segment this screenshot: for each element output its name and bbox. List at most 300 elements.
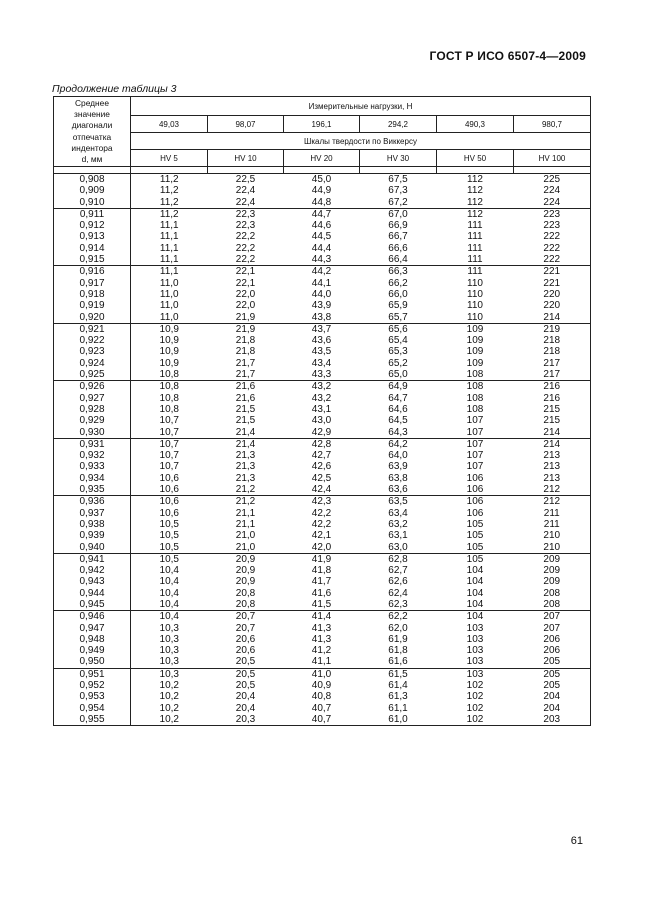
cell-value: 0,940 <box>79 541 105 553</box>
cell-value: 63,4 <box>388 507 408 519</box>
cell-value: 40,9 <box>311 680 332 692</box>
cell-value: 220 <box>543 288 561 300</box>
hardness-cell <box>437 496 514 553</box>
spacer-cell <box>514 167 591 174</box>
hardness-cell <box>437 323 514 380</box>
cell-value: 103 <box>466 645 484 657</box>
cell-value: 40,8 <box>311 691 332 703</box>
cell-value: 21,5 <box>235 415 256 427</box>
cell-value: 61,8 <box>388 645 408 657</box>
cell-value: 0,944 <box>79 587 105 599</box>
cell-value: 62,4 <box>388 587 408 599</box>
cell-value: 0,931 <box>79 438 105 450</box>
cell-value: 0,911 <box>79 208 105 220</box>
hardness-cell <box>514 553 591 610</box>
hardness-cell <box>437 174 514 209</box>
cell-value: 43,5 <box>311 346 332 358</box>
cell-value: 0,955 <box>79 713 105 725</box>
cell-value: 223 <box>543 208 561 220</box>
cell-value: 67,0 <box>388 208 408 220</box>
hardness-cell <box>437 208 514 265</box>
cell-value: 64,7 <box>388 392 408 404</box>
hardness-cell <box>514 266 591 323</box>
load-header-cell: 196,1 <box>284 116 360 133</box>
cell-value: 11,1 <box>159 231 179 243</box>
cell-value: 10,9 <box>159 357 179 369</box>
cell-value: 0,915 <box>79 254 105 266</box>
cell-value: 20,9 <box>235 565 256 577</box>
cell-value: 111 <box>467 220 483 232</box>
cell-value: 10,7 <box>159 426 179 438</box>
cell-value: 215 <box>543 403 561 415</box>
cell-value: 0,932 <box>79 450 105 462</box>
cell-value: 112 <box>467 208 483 220</box>
cell-value: 42,0 <box>311 541 332 553</box>
cell-value: 10,8 <box>159 392 179 404</box>
cell-value: 22,4 <box>235 185 256 197</box>
cell-value: 221 <box>543 266 561 278</box>
cell-value: 214 <box>543 311 561 323</box>
diagonal-cell <box>54 266 131 323</box>
hardness-cell <box>208 438 284 495</box>
cell-value: 0,934 <box>79 472 105 484</box>
cell-value: 222 <box>543 242 561 254</box>
cell-value: 63,8 <box>388 472 408 484</box>
cell-value: 0,954 <box>79 702 105 714</box>
cell-value: 41,2 <box>311 645 332 657</box>
cell-value: 10,4 <box>159 611 179 623</box>
cell-value: 102 <box>466 691 484 703</box>
cell-value: 41,9 <box>311 553 332 565</box>
cell-value: 44,1 <box>311 277 332 289</box>
cell-value: 0,910 <box>79 196 105 208</box>
cell-value: 11,1 <box>159 254 179 266</box>
cell-value: 0,916 <box>79 266 105 278</box>
cell-value: 225 <box>543 174 561 185</box>
cell-value: 0,949 <box>79 645 105 657</box>
cell-value: 41,7 <box>311 576 332 588</box>
hardness-cell <box>360 438 437 495</box>
cell-value: 209 <box>543 553 561 565</box>
cell-value: 0,953 <box>79 691 105 703</box>
cell-value: 43,3 <box>311 369 332 381</box>
cell-value: 41,4 <box>311 611 332 623</box>
table-row-group <box>54 323 591 380</box>
cell-value: 62,8 <box>388 553 408 565</box>
cell-value: 10,6 <box>159 484 179 496</box>
cell-value: 44,9 <box>311 185 332 197</box>
cell-value: 61,0 <box>388 713 408 725</box>
hardness-cell <box>284 174 360 209</box>
cell-value: 11,0 <box>159 277 179 289</box>
hardness-cell <box>208 174 284 209</box>
table-row-group <box>54 553 591 610</box>
cell-value: 66,2 <box>388 277 408 289</box>
cell-value: 10,5 <box>159 553 179 565</box>
cell-value: 40,7 <box>311 702 332 714</box>
cell-value: 21,5 <box>235 403 256 415</box>
cell-value: 61,3 <box>388 691 408 703</box>
cell-value: 20,9 <box>235 553 256 565</box>
cell-value: 62,3 <box>388 598 408 610</box>
cell-value: 210 <box>543 541 561 553</box>
cell-value: 42,2 <box>311 507 332 519</box>
cell-value: 66,9 <box>388 220 408 232</box>
table-row-group <box>54 611 591 668</box>
cell-value: 20,3 <box>235 713 256 725</box>
cell-value: 0,926 <box>79 381 105 393</box>
cell-value: 109 <box>466 357 484 369</box>
hardness-cell <box>131 611 208 668</box>
hardness-cell <box>437 438 514 495</box>
hardness-cell <box>131 381 208 438</box>
table-row-group <box>54 496 591 553</box>
cell-value: 108 <box>466 392 484 404</box>
cell-value: 206 <box>543 633 561 645</box>
row-head-line: индентора <box>71 142 113 153</box>
cell-value: 10,2 <box>159 691 179 703</box>
cell-value: 11,2 <box>159 196 179 208</box>
load-header-cell: 980,7 <box>514 116 591 133</box>
cell-value: 107 <box>466 415 484 427</box>
table-body <box>54 167 591 726</box>
cell-value: 10,5 <box>159 518 179 530</box>
cell-value: 104 <box>466 576 484 588</box>
cell-value: 42,2 <box>311 518 332 530</box>
cell-value: 0,952 <box>79 680 105 692</box>
cell-value: 43,0 <box>311 415 332 427</box>
cell-value: 20,6 <box>235 633 256 645</box>
cell-value: 61,6 <box>388 656 408 668</box>
hardness-cell <box>360 381 437 438</box>
cell-value: 205 <box>543 680 561 692</box>
spacer-cell <box>131 167 208 174</box>
cell-value: 222 <box>543 254 561 266</box>
cell-value: 20,5 <box>235 656 256 668</box>
diagonal-cell <box>54 668 131 725</box>
cell-value: 204 <box>543 691 561 703</box>
hardness-cell <box>437 381 514 438</box>
spacer-cell <box>208 167 284 174</box>
cell-value: 10,7 <box>159 415 179 427</box>
cell-value: 212 <box>543 484 561 496</box>
cell-value: 11,2 <box>159 174 179 185</box>
cell-value: 0,943 <box>79 576 105 588</box>
cell-value: 10,7 <box>159 461 179 473</box>
cell-value: 22,0 <box>235 288 256 300</box>
cell-value: 109 <box>466 323 484 335</box>
cell-value: 21,6 <box>235 392 256 404</box>
cell-value: 0,909 <box>79 185 105 197</box>
cell-value: 42,6 <box>311 461 332 473</box>
hardness-cell <box>514 668 591 725</box>
hardness-cell <box>284 611 360 668</box>
cell-value: 10,4 <box>159 565 179 577</box>
cell-value: 10,9 <box>159 323 179 335</box>
scale-header-cell: HV 5 <box>131 150 208 167</box>
cell-value: 44,6 <box>311 220 332 232</box>
cell-value: 107 <box>466 438 484 450</box>
table-row-group <box>54 266 591 323</box>
cell-value: 20,7 <box>235 611 256 623</box>
cell-value: 64,3 <box>388 426 408 438</box>
cell-value: 104 <box>466 611 484 623</box>
cell-value: 0,918 <box>79 288 105 300</box>
hardness-cell <box>284 323 360 380</box>
cell-value: 63,9 <box>388 461 408 473</box>
cell-value: 216 <box>543 381 561 393</box>
cell-value: 208 <box>543 598 561 610</box>
cell-value: 11,0 <box>159 311 179 323</box>
cell-value: 40,7 <box>311 713 332 725</box>
cell-value: 21,7 <box>235 369 256 381</box>
cell-value: 44,3 <box>311 254 332 266</box>
cell-value: 0,947 <box>79 622 105 634</box>
diagonal-cell <box>54 381 131 438</box>
cell-value: 11,2 <box>159 185 179 197</box>
cell-value: 63,6 <box>388 484 408 496</box>
cell-value: 0,935 <box>79 484 105 496</box>
cell-value: 21,3 <box>235 472 256 484</box>
cell-value: 107 <box>466 461 484 473</box>
hardness-cell <box>131 553 208 610</box>
cell-value: 220 <box>543 300 561 312</box>
cell-value: 111 <box>467 254 483 266</box>
cell-value: 112 <box>467 196 483 208</box>
cell-value: 22,0 <box>235 300 256 312</box>
scale-header-cell: HV 20 <box>284 150 360 167</box>
cell-value: 20,4 <box>235 702 256 714</box>
hardness-cell <box>284 266 360 323</box>
diagonal-cell <box>54 496 131 553</box>
cell-value: 21,8 <box>235 346 256 358</box>
cell-value: 43,9 <box>311 300 332 312</box>
cell-value: 0,946 <box>79 611 105 623</box>
table-row-group <box>54 438 591 495</box>
cell-value: 0,936 <box>79 496 105 508</box>
hardness-cell <box>437 611 514 668</box>
cell-value: 10,5 <box>159 530 179 542</box>
cell-value: 108 <box>466 369 484 381</box>
cell-value: 214 <box>543 438 561 450</box>
cell-value: 102 <box>466 702 484 714</box>
diagonal-cell <box>54 438 131 495</box>
cell-value: 22,2 <box>235 254 256 266</box>
scale-header-cell: HV 30 <box>360 150 437 167</box>
cell-value: 10,2 <box>159 713 179 725</box>
cell-value: 65,0 <box>388 369 408 381</box>
cell-value: 111 <box>467 231 483 243</box>
cell-value: 61,9 <box>388 633 408 645</box>
cell-value: 10,7 <box>159 438 179 450</box>
cell-value: 21,4 <box>235 438 256 450</box>
row-head-cell <box>54 97 131 167</box>
cell-value: 21,7 <box>235 357 256 369</box>
cell-value: 41,1 <box>311 656 332 668</box>
cell-value: 41,3 <box>311 622 332 634</box>
hardness-cell <box>208 208 284 265</box>
cell-value: 43,6 <box>311 335 332 347</box>
cell-value: 0,929 <box>79 415 105 427</box>
cell-value: 111 <box>467 242 483 254</box>
cell-value: 219 <box>543 323 561 335</box>
cell-value: 42,7 <box>311 450 332 462</box>
cell-value: 62,6 <box>388 576 408 588</box>
cell-value: 208 <box>543 587 561 599</box>
cell-value: 22,2 <box>235 231 256 243</box>
cell-value: 0,942 <box>79 565 105 577</box>
hardness-cell <box>437 553 514 610</box>
cell-value: 104 <box>466 598 484 610</box>
hardness-cell <box>208 496 284 553</box>
cell-value: 0,912 <box>79 220 105 232</box>
cell-value: 21,3 <box>235 461 256 473</box>
cell-value: 10,3 <box>159 668 179 680</box>
cell-value: 0,937 <box>79 507 105 519</box>
cell-value: 61,1 <box>388 702 408 714</box>
cell-value: 44,7 <box>311 208 332 220</box>
cell-value: 21,2 <box>235 484 256 496</box>
cell-value: 103 <box>466 668 484 680</box>
hardness-cell <box>437 266 514 323</box>
cell-value: 44,5 <box>311 231 332 243</box>
cell-value: 205 <box>543 668 561 680</box>
cell-value: 0,938 <box>79 518 105 530</box>
cell-value: 204 <box>543 702 561 714</box>
cell-value: 0,950 <box>79 656 105 668</box>
cell-value: 10,2 <box>159 680 179 692</box>
cell-value: 42,9 <box>311 426 332 438</box>
cell-value: 0,927 <box>79 392 105 404</box>
hardness-cell <box>131 208 208 265</box>
hardness-cell <box>360 611 437 668</box>
cell-value: 209 <box>543 565 561 577</box>
table-row-group <box>54 668 591 725</box>
cell-value: 207 <box>543 622 561 634</box>
cell-value: 217 <box>543 357 561 369</box>
cell-value: 207 <box>543 611 561 623</box>
hardness-cell <box>360 266 437 323</box>
diagonal-cell <box>54 323 131 380</box>
hardness-table <box>53 96 591 726</box>
diagonal-cell <box>54 208 131 265</box>
cell-value: 63,0 <box>388 541 408 553</box>
cell-value: 10,6 <box>159 472 179 484</box>
cell-value: 62,2 <box>388 611 408 623</box>
cell-value: 223 <box>543 220 561 232</box>
cell-value: 213 <box>543 461 561 473</box>
cell-value: 65,7 <box>388 311 408 323</box>
cell-value: 112 <box>467 185 483 197</box>
cell-value: 109 <box>466 335 484 347</box>
cell-value: 206 <box>543 645 561 657</box>
hardness-cell <box>284 208 360 265</box>
cell-value: 0,941 <box>79 553 105 565</box>
load-header-cell: 98,07 <box>208 116 284 133</box>
cell-value: 106 <box>466 472 484 484</box>
cell-value: 65,4 <box>388 335 408 347</box>
cell-value: 10,9 <box>159 346 179 358</box>
cell-value: 112 <box>467 174 483 185</box>
cell-value: 211 <box>543 518 560 530</box>
cell-value: 11,1 <box>159 266 179 278</box>
cell-value: 0,928 <box>79 403 105 415</box>
cell-value: 106 <box>466 484 484 496</box>
cell-value: 41,6 <box>311 587 332 599</box>
hardness-cell <box>131 496 208 553</box>
cell-value: 108 <box>466 381 484 393</box>
cell-value: 0,914 <box>79 242 105 254</box>
cell-value: 110 <box>467 277 483 289</box>
cell-value: 21,2 <box>235 496 256 508</box>
cell-value: 20,8 <box>235 598 256 610</box>
cell-value: 103 <box>466 622 484 634</box>
cell-value: 10,8 <box>159 381 179 393</box>
cell-value: 21,4 <box>235 426 256 438</box>
cell-value: 0,925 <box>79 369 105 381</box>
hardness-cell <box>437 668 514 725</box>
cell-value: 212 <box>543 496 561 508</box>
cell-value: 63,2 <box>388 518 408 530</box>
cell-value: 214 <box>543 426 561 438</box>
cell-value: 43,2 <box>311 381 332 393</box>
load-header-cell: 490,3 <box>437 116 514 133</box>
cell-value: 66,7 <box>388 231 408 243</box>
cell-value: 211 <box>543 507 560 519</box>
row-head-line: значение <box>74 108 110 119</box>
row-head-line: d, мм <box>81 154 103 165</box>
diagonal-cell <box>54 611 131 668</box>
cell-value: 20,7 <box>235 622 256 634</box>
cell-value: 213 <box>543 450 561 462</box>
cell-value: 20,6 <box>235 645 256 657</box>
hardness-cell <box>284 381 360 438</box>
cell-value: 22,2 <box>235 242 256 254</box>
cell-value: 10,6 <box>159 507 179 519</box>
hardness-cell <box>514 381 591 438</box>
cell-value: 213 <box>543 472 561 484</box>
cell-value: 21,0 <box>235 530 256 542</box>
cell-value: 20,8 <box>235 587 256 599</box>
cell-value: 10,3 <box>159 633 179 645</box>
hardness-cell <box>208 266 284 323</box>
cell-value: 64,9 <box>388 381 408 393</box>
cell-value: 21,0 <box>235 541 256 553</box>
cell-value: 103 <box>466 633 484 645</box>
scale-header-cell: HV 50 <box>437 150 514 167</box>
cell-value: 10,7 <box>159 450 179 462</box>
cell-value: 45,0 <box>311 174 332 185</box>
cell-value: 106 <box>466 507 484 519</box>
load-header-cell: 49,03 <box>131 116 208 133</box>
cell-value: 44,2 <box>311 266 332 278</box>
cell-value: 10,6 <box>159 496 179 508</box>
hardness-cell <box>514 174 591 209</box>
hardness-cell <box>284 553 360 610</box>
cell-value: 22,3 <box>235 220 256 232</box>
cell-value: 102 <box>466 680 484 692</box>
cell-value: 104 <box>466 587 484 599</box>
cell-value: 0,951 <box>79 668 105 680</box>
cell-value: 218 <box>543 346 561 358</box>
cell-value: 104 <box>466 565 484 577</box>
cell-value: 20,4 <box>235 691 256 703</box>
cell-value: 43,8 <box>311 311 332 323</box>
cell-value: 0,922 <box>79 335 105 347</box>
cell-value: 63,1 <box>388 530 408 542</box>
page-number: 61 <box>570 835 583 847</box>
cell-value: 22,3 <box>235 208 256 220</box>
